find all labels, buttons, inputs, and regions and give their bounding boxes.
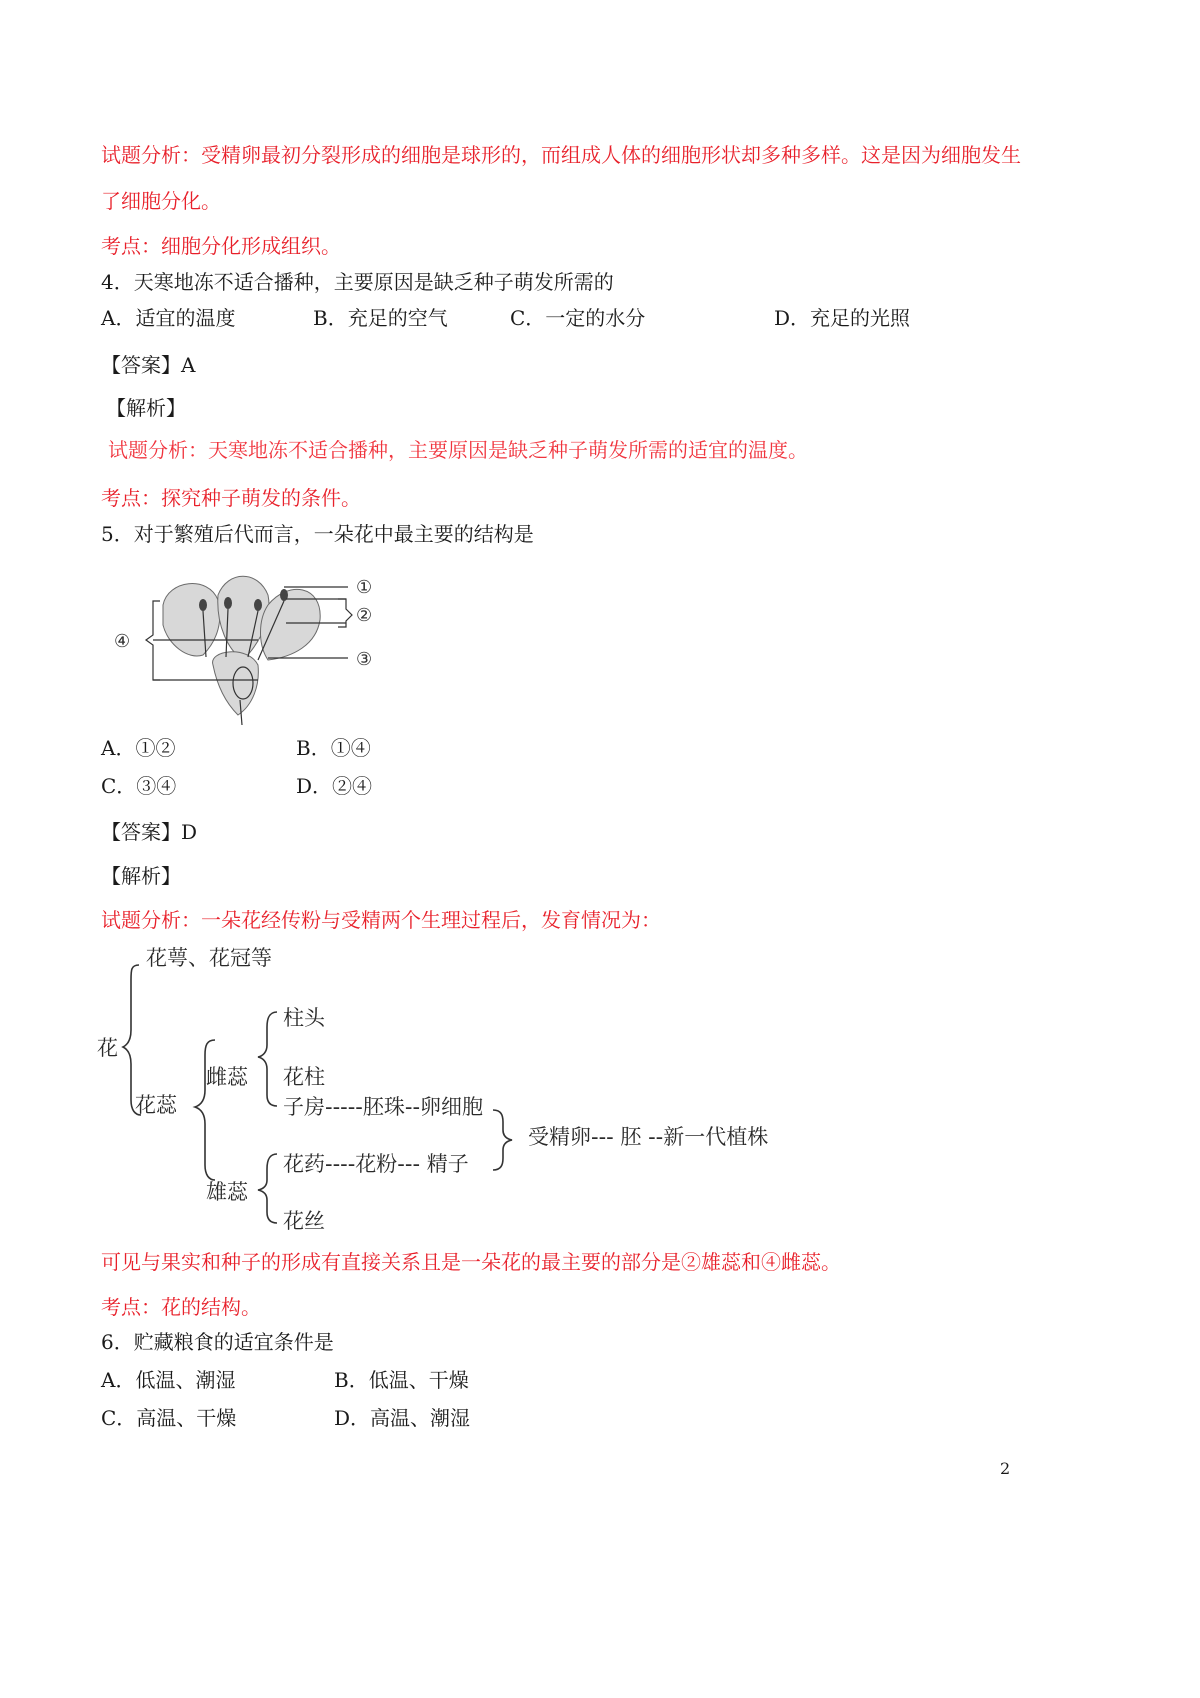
flower-development-braces xyxy=(95,940,795,1240)
q5-point: 考点：花的结构。 xyxy=(101,1295,261,1319)
q3-analysis-line1: 试题分析：受精卵最初分裂形成的细胞是球形的，而组成人体的细胞形状却多种多样。这是因为细胞发生 xyxy=(101,143,1021,167)
figure-label-2: ② xyxy=(356,605,373,626)
q5-stem: 5．对于繁殖后代而言，一朵花中最主要的结构是 xyxy=(101,522,534,546)
q5-option-b: B．①④ xyxy=(296,736,371,760)
q6-option-c: C．高温、干燥 xyxy=(101,1406,237,1430)
q4-answer: 【答案】A xyxy=(101,353,196,377)
q6-option-d: D．高温、潮湿 xyxy=(334,1406,471,1430)
q3-point: 考点：细胞分化形成组织。 xyxy=(101,234,341,258)
diagram-result: 受精卵--- 胚 --新一代植株 xyxy=(528,1125,769,1149)
figure-label-3: ③ xyxy=(356,649,373,670)
q4-analysis: 试题分析：天寒地冻不适合播种，主要原因是缺乏种子萌发所需的适宜的温度。 xyxy=(108,438,808,462)
q4-option-b: B．充足的空气 xyxy=(313,306,448,330)
page-number: 2 xyxy=(1000,1459,1011,1478)
q6-stem: 6．贮藏粮食的适宜条件是 xyxy=(101,1330,334,1354)
diagram-stamen-pistil: 花蕊 xyxy=(135,1093,177,1117)
q6-option-b: B．低温、干燥 xyxy=(334,1368,469,1392)
q5-option-a: A．①② xyxy=(101,736,176,760)
diagram-pistil: 雌蕊 xyxy=(206,1065,248,1089)
diagram-anther-chain: 花药----花粉--- 精子 xyxy=(283,1152,469,1176)
q5-answer: 【答案】D xyxy=(101,820,198,844)
q4-option-d: D．充足的光照 xyxy=(774,306,911,330)
flower-figure xyxy=(108,565,408,725)
q5-analysis: 试题分析：一朵花经传粉与受精两个生理过程后，发育情况为： xyxy=(101,908,661,932)
diagram-ovary-chain: 子房-----胚珠--卵细胞 xyxy=(283,1095,484,1119)
diagram-stamen: 雄蕊 xyxy=(206,1180,248,1204)
q4-option-c: C．一定的水分 xyxy=(510,306,646,330)
q4-jiexi: 【解析】 xyxy=(106,396,186,420)
q6-option-a: A．低温、潮湿 xyxy=(101,1368,236,1392)
q4-stem: 4．天寒地冻不适合播种，主要原因是缺乏种子萌发所需的 xyxy=(101,270,614,294)
diagram-calyx: 花萼、花冠等 xyxy=(146,946,272,970)
q4-option-a: A．适宜的温度 xyxy=(101,306,236,330)
diagram-stigma: 柱头 xyxy=(283,1006,325,1030)
diagram-style: 花柱 xyxy=(283,1065,325,1089)
q5-option-c: C．③④ xyxy=(101,774,177,798)
diagram-flower: 花 xyxy=(97,1036,118,1060)
figure-label-4: ④ xyxy=(114,631,131,652)
q5-conclusion: 可见与果实和种子的形成有直接关系且是一朵花的最主要的部分是②雄蕊和④雌蕊。 xyxy=(101,1250,841,1274)
q5-jiexi: 【解析】 xyxy=(101,864,181,888)
q4-point: 考点：探究种子萌发的条件。 xyxy=(101,486,361,510)
figure-label-1: ① xyxy=(356,577,373,598)
q3-analysis-line2: 了细胞分化。 xyxy=(101,189,221,213)
diagram-filament: 花丝 xyxy=(283,1209,325,1233)
q5-option-d: D．②④ xyxy=(296,774,373,798)
